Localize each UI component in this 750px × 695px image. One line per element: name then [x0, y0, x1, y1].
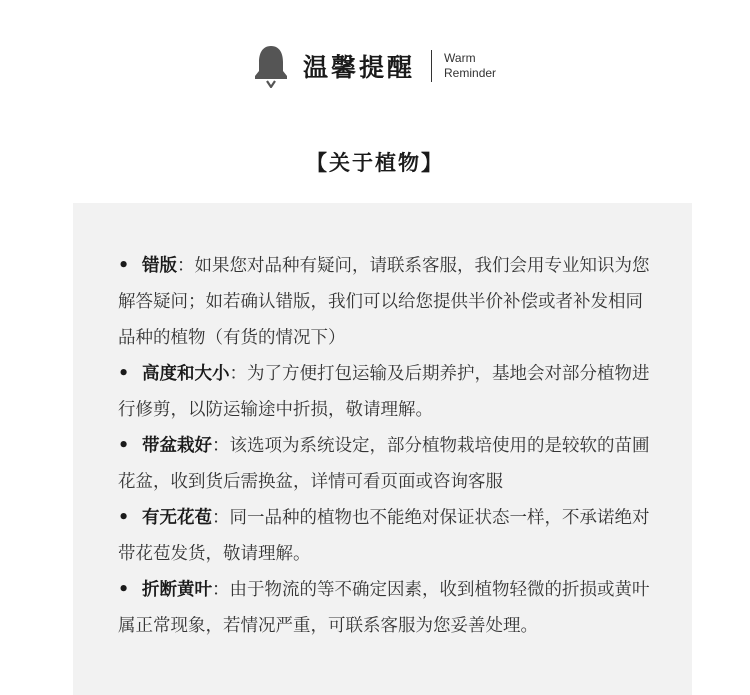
- item-text: 同一品种的植物也不能绝对保证状态一样，不承诺绝对带花苞发货，敬请理解。: [118, 508, 650, 564]
- list-item: [118, 428, 658, 500]
- item-text: 如果您对品种有疑问，请联系客服，我们会用专业知识为您解答疑问；如若确认错版，我们可以给您提供半价补偿或者补发相同品种的植物（有货的情况下）: [118, 256, 650, 348]
- item-colon: ：: [177, 256, 195, 276]
- bullet: •: [118, 580, 130, 600]
- bullet: •: [118, 436, 130, 456]
- subtitle-line-1: Warm: [444, 51, 476, 65]
- list-item: [118, 356, 658, 428]
- bullet: •: [118, 256, 130, 276]
- item-term: 带盆栽好: [142, 436, 212, 456]
- bullet: •: [118, 364, 130, 384]
- subtitle-line-2: Reminder: [444, 66, 497, 80]
- item-colon: ：: [212, 580, 230, 600]
- list-item: [118, 500, 658, 572]
- item-term: 折断黄叶: [142, 580, 212, 600]
- bell-icon: [253, 44, 289, 88]
- list-item: [118, 572, 658, 644]
- item-term: 有无花苞: [142, 508, 212, 528]
- item-term: 高度和大小: [142, 364, 230, 384]
- section-title: 【关于植物】: [306, 151, 444, 175]
- item-text: 该选项为系统设定，部分植物栽培使用的是较软的苗圃花盆，收到货后需换盆，详情可看页面或咨询客服: [118, 436, 650, 492]
- list-item: [118, 248, 658, 356]
- item-colon: ：: [212, 436, 230, 456]
- item-text: 由于物流的等不确定因素，收到植物轻微的折损或黄叶属正常现象，若情况严重，可联系客服为您妥善处理。: [118, 580, 650, 636]
- item-text: 为了方便打包运输及后期养护，基地会对部分植物进行修剪，以防运输途中折损，敬请理解。: [118, 364, 650, 420]
- reminder-subtitle: [444, 51, 496, 81]
- header-divider: [431, 50, 432, 82]
- item-colon: ：: [229, 364, 247, 384]
- notice-list: [118, 248, 658, 644]
- item-colon: ：: [212, 508, 230, 528]
- bullet: •: [118, 508, 130, 528]
- item-term: 错版: [142, 256, 177, 276]
- reminder-title: 温馨提醒: [303, 53, 416, 82]
- reminder-header: [253, 44, 496, 88]
